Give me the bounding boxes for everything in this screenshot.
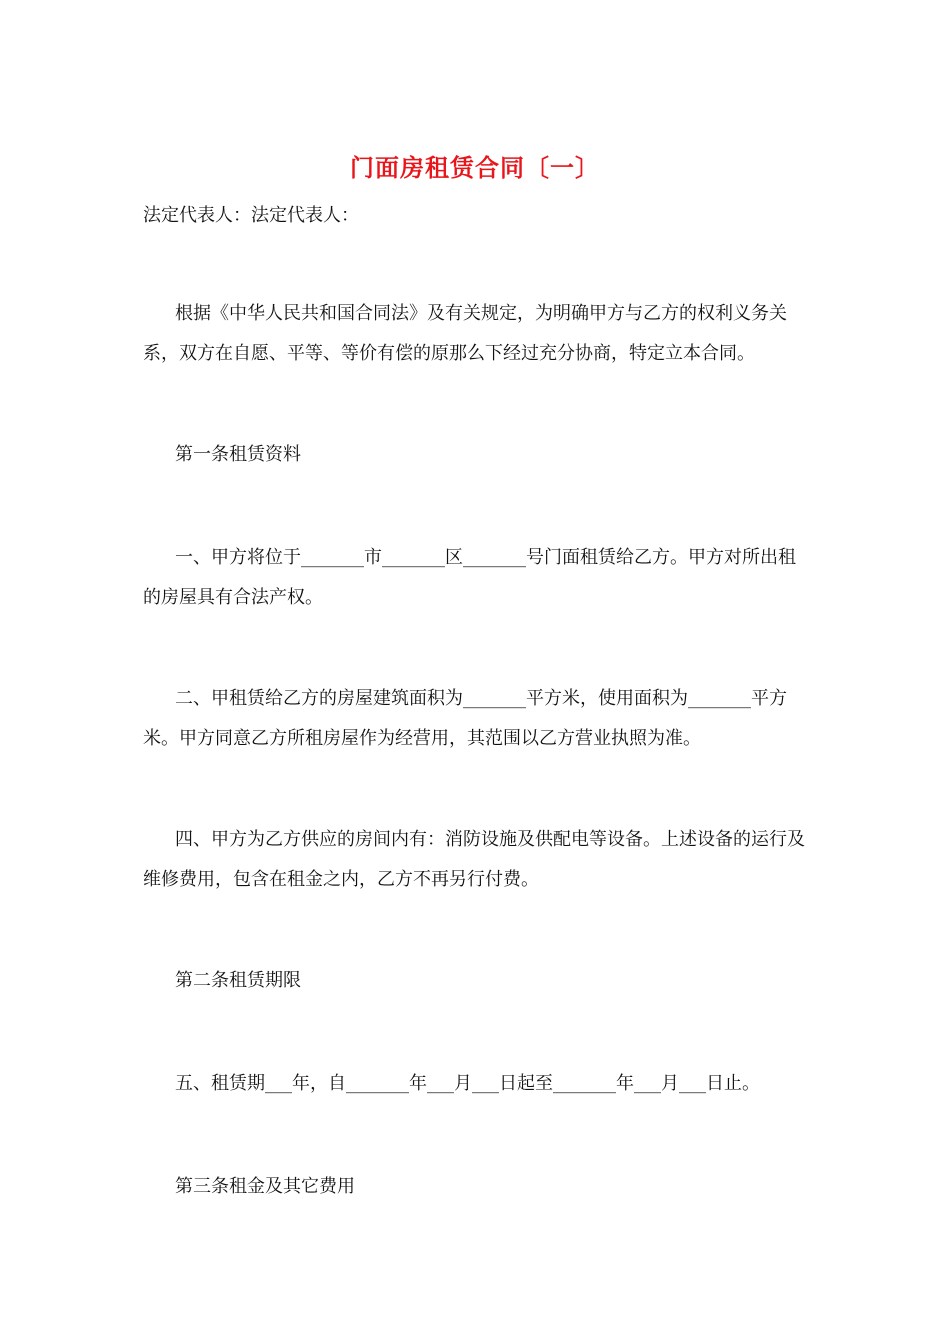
representatives-line: 法定代表人：法定代表人： (143, 205, 359, 226)
clause1-paragraph: 一、甲方将位于_______市_______区_______号门面租赁给乙方。甲方对所出租的房屋具有合法产权。 (143, 547, 796, 608)
preamble-paragraph: 根据《中华人民共和国合同法》及有关规定，为明确甲方与乙方的权利义务关系，双方在自愿、平等、等价有偿的原那么下经过充分协商，特定立本合同。 (143, 303, 787, 364)
clause2-paragraph: 二、甲租赁给乙方的房屋建筑面积为_______平方米，使用面积为_______平方米。甲方同意乙方所租房屋作为经营用，其范围以乙方营业执照为准。 (143, 688, 787, 749)
article1-heading: 第一条租赁资料 (175, 444, 301, 465)
article2-heading: 第二条租赁期限 (175, 970, 301, 991)
article3-heading: 第三条租金及其它费用 (175, 1176, 355, 1197)
clause5-paragraph: 五、租赁期___年，自_______年___月___日起至_______年___月___日止。 (175, 1073, 760, 1094)
document-title: 门面房租赁合同〔一〕 (350, 153, 600, 182)
clause4-paragraph: 四、甲方为乙方供应的房间内有：消防设施及供配电等设备。上述设备的运行及维修费用，包含在租金之内，乙方不再另行付费。 (143, 829, 805, 890)
